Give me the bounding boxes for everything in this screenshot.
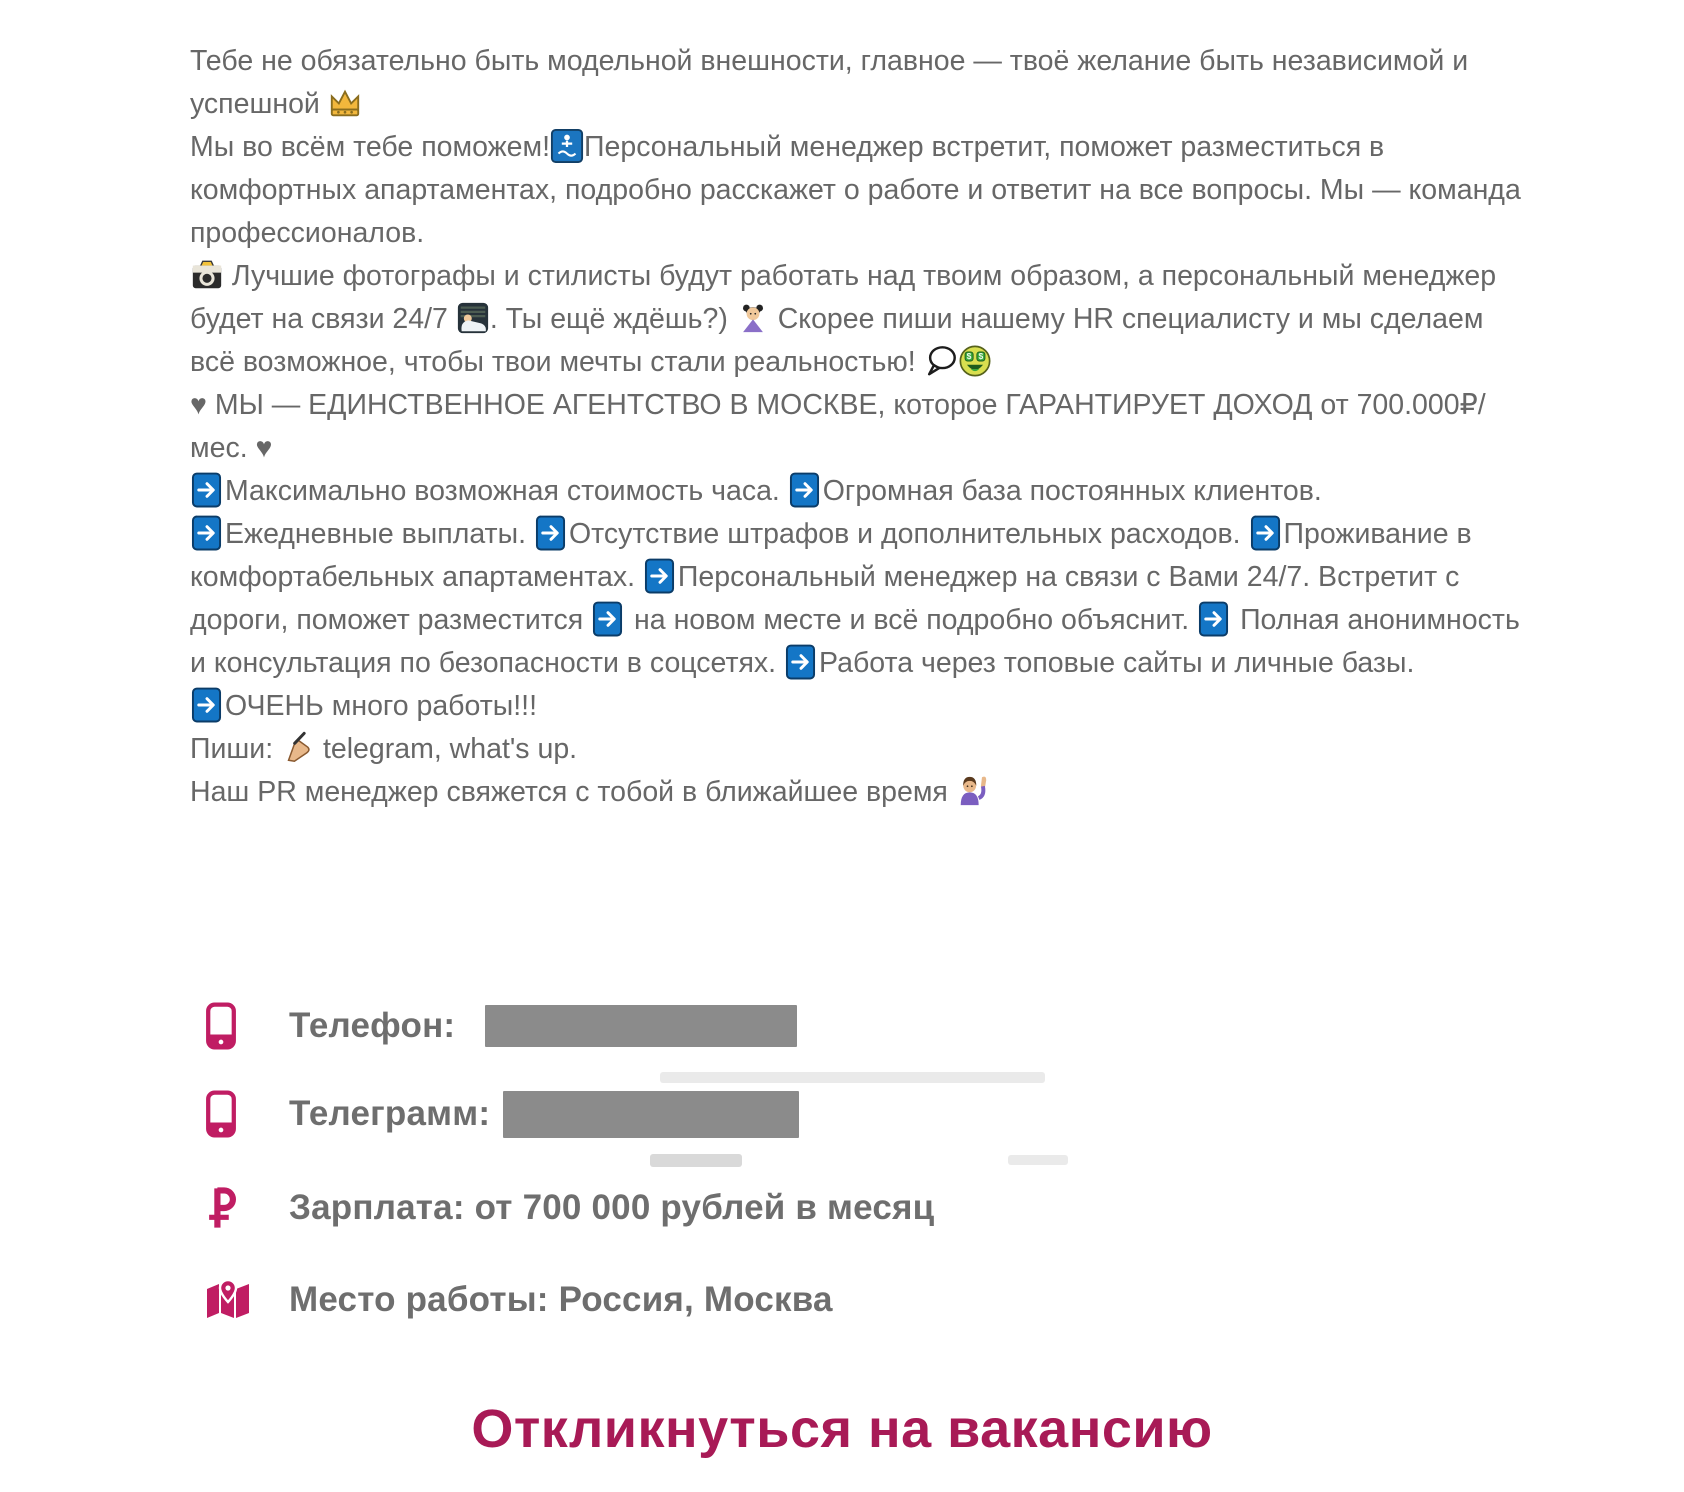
vacancy-description: [190, 40, 1526, 814]
redaction-artifact: [650, 1154, 742, 1167]
paragraph: Лучшие фотографы и стилисты будут работать над твоим образом, а персональный менеджер будет на связи 24/7 . Ты ещё ждёшь?) Скорее пиши нашему HR специалисту и мы сделаем всё возможное, чтобы твои мечты стали реальностью! $ $: [190, 260, 1497, 378]
phone-row: [205, 998, 797, 1054]
phone-value-redacted: [485, 1005, 797, 1047]
arrow-emoji: [1250, 515, 1281, 551]
writing-hand-emoji: [281, 731, 315, 765]
ruble-icon: [205, 1185, 251, 1231]
svg-text:$: $: [978, 351, 983, 362]
paragraph: Мы во всём тебе поможем! Персональный менеджер встретит, поможет разместиться в комфортных апартаментах, подробно расскажет о работе и ответит на все вопросы. Мы — команда профессионалов.: [190, 131, 1521, 249]
crown-emoji: [328, 86, 362, 120]
paragraph: Наш PR менеджер свяжется с тобой в ближайшее время: [190, 771, 1526, 814]
paragraph: Ежедневные выплаты. Отсутствие штрафов и дополнительных расходов. Проживание в комфортабельных апартаментах. Персональный менеджер на связи с Вами 24/7. Встретит с дороги, поможет разместится на новом месте и всё подробно объяснит. Полная анонимность и консультация по безопасности в соцсетях. Работа через топовые сайты и личные базы.: [190, 513, 1526, 685]
arrow-emoji: [644, 558, 675, 594]
paragraph: Максимально возможная стоимость часа. Огромная база постоянных клиентов.: [190, 470, 1526, 513]
location-row: [205, 1272, 833, 1328]
woman-raising-hand-emoji: [956, 774, 990, 808]
phone-label: Телефон:: [289, 1006, 456, 1045]
map-pin-icon: [205, 1279, 251, 1321]
phone-icon: [205, 1001, 251, 1051]
money-face-emoji: [958, 344, 992, 378]
telegram-label: Телеграмм:: [289, 1094, 491, 1133]
respond-to-vacancy-button[interactable]: Откликнуться на вакансию: [471, 1399, 1213, 1459]
arrow-emoji: [191, 472, 222, 508]
paragraph: ♥ МЫ — ЕДИНСТВЕННОЕ АГЕНТСТВО В МОСКВЕ, которое ГАРАНТИРУЕТ ДОХОД от 700.000₽/мес. ♥: [190, 389, 1486, 464]
arrow-emoji: [785, 644, 816, 680]
arrow-emoji: [789, 472, 820, 508]
arrow-emoji: [191, 687, 222, 723]
speech-bubble-emoji: [924, 344, 958, 378]
location-label: Место работы: Россия, Москва: [289, 1280, 833, 1319]
arrow-emoji: [191, 515, 222, 551]
telegram-value-redacted: [503, 1091, 799, 1138]
camera-emoji: [190, 258, 224, 292]
telegram-phone-icon: [205, 1089, 251, 1139]
telegram-row: [205, 1086, 799, 1142]
metro-sign-emoji: [550, 129, 584, 163]
arrow-emoji: [535, 515, 566, 551]
paragraph: Тебе не обязательно быть модельной внешности, главное — твоё желание быть независимой и успешной: [190, 45, 1469, 120]
person-in-bed-emoji: [456, 301, 490, 335]
paragraph: ОЧЕНЬ много работы!!!: [190, 685, 1526, 728]
bride-emoji: [736, 301, 770, 335]
arrow-emoji: [1198, 601, 1229, 637]
salary-label: Зарплата: от 700 000 рублей в месяц: [289, 1188, 935, 1227]
redaction-artifact: [660, 1072, 1045, 1083]
salary-row: [205, 1180, 934, 1236]
svg-text:$: $: [966, 351, 971, 362]
arrow-emoji: [592, 601, 623, 637]
paragraph: Пиши: telegram, what's up.: [190, 733, 578, 765]
redaction-artifact: [1008, 1155, 1068, 1165]
